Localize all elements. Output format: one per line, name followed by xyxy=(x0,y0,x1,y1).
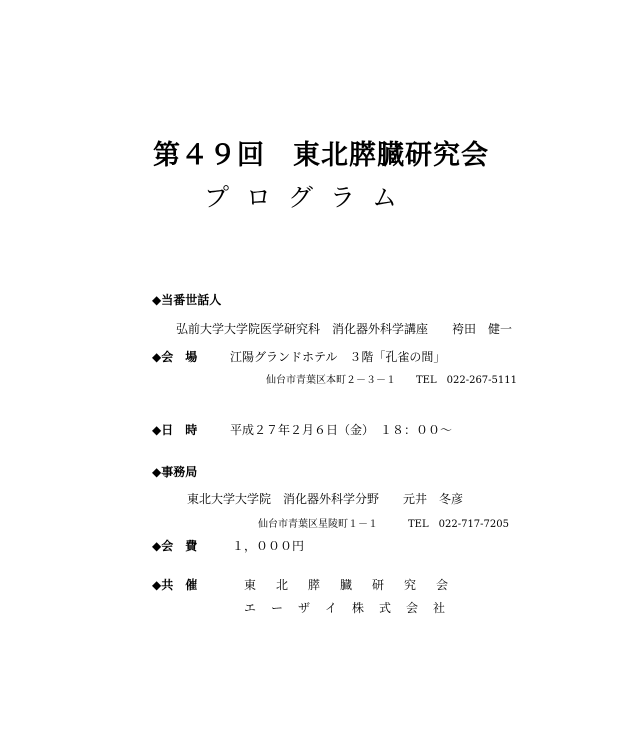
host-label: ◆当番世話人 xyxy=(152,293,222,307)
datetime-line: 平成２７年２月６日（金） １８：００～ xyxy=(230,423,453,437)
sponsor-org1 xyxy=(244,576,468,593)
sponsor-org2-char: 株 xyxy=(352,601,365,615)
subtitle-char: プ xyxy=(204,183,230,212)
sponsor-org1-char: 研 xyxy=(372,578,385,592)
venue-line1: 江陽グランドホテル ３階「孔雀の間」 xyxy=(230,350,446,364)
subtitle-char: ラ xyxy=(330,183,356,212)
sponsor-org1-char: 臓 xyxy=(340,578,353,592)
page-title: 第４９回 東北膵臓研究会 xyxy=(153,140,489,171)
office-label: ◆事務局 xyxy=(152,465,198,479)
subtitle-char: ロ xyxy=(246,183,272,212)
sponsor-org2-char: エ xyxy=(244,601,257,615)
subtitle-char: ム xyxy=(372,183,398,212)
sponsor-org2-char: 社 xyxy=(433,601,446,615)
fee-line: １，０００円 xyxy=(232,539,305,553)
office-line2: 仙台市青葉区星陵町１－１ TEL 022-717-7205 xyxy=(258,519,509,530)
office-line1: 東北大学大学院 消化器外科学分野 元井 冬彦 xyxy=(187,492,464,506)
sponsor-org2-char: イ xyxy=(325,601,338,615)
sponsor-org2-char: ザ xyxy=(298,601,311,615)
subtitle-char: グ xyxy=(288,183,314,212)
venue-label: ◆会 場 xyxy=(152,350,198,364)
program-subtitle xyxy=(204,178,414,214)
datetime-label: ◆日 時 xyxy=(152,423,198,437)
sponsor-org2-char: 会 xyxy=(406,601,419,615)
venue-line2: 仙台市青葉区本町２－３－１ TEL 022-267-5111 xyxy=(266,375,517,386)
fee-label: ◆会 費 xyxy=(152,539,198,553)
sponsor-org2-char: ー xyxy=(271,601,284,615)
sponsor-label: ◆共 催 xyxy=(152,578,198,592)
sponsor-org1-char: 会 xyxy=(436,578,449,592)
host-line: 弘前大学大学院医学研究科 消化器外科学講座 袴田 健一 xyxy=(176,322,513,336)
sponsor-org1-char: 膵 xyxy=(308,578,321,592)
sponsor-org1-char: 北 xyxy=(276,578,289,592)
sponsor-org1-char: 東 xyxy=(244,578,257,592)
sponsor-org2 xyxy=(244,599,460,616)
sponsor-org2-char: 式 xyxy=(379,601,392,615)
sponsor-org1-char: 究 xyxy=(404,578,417,592)
